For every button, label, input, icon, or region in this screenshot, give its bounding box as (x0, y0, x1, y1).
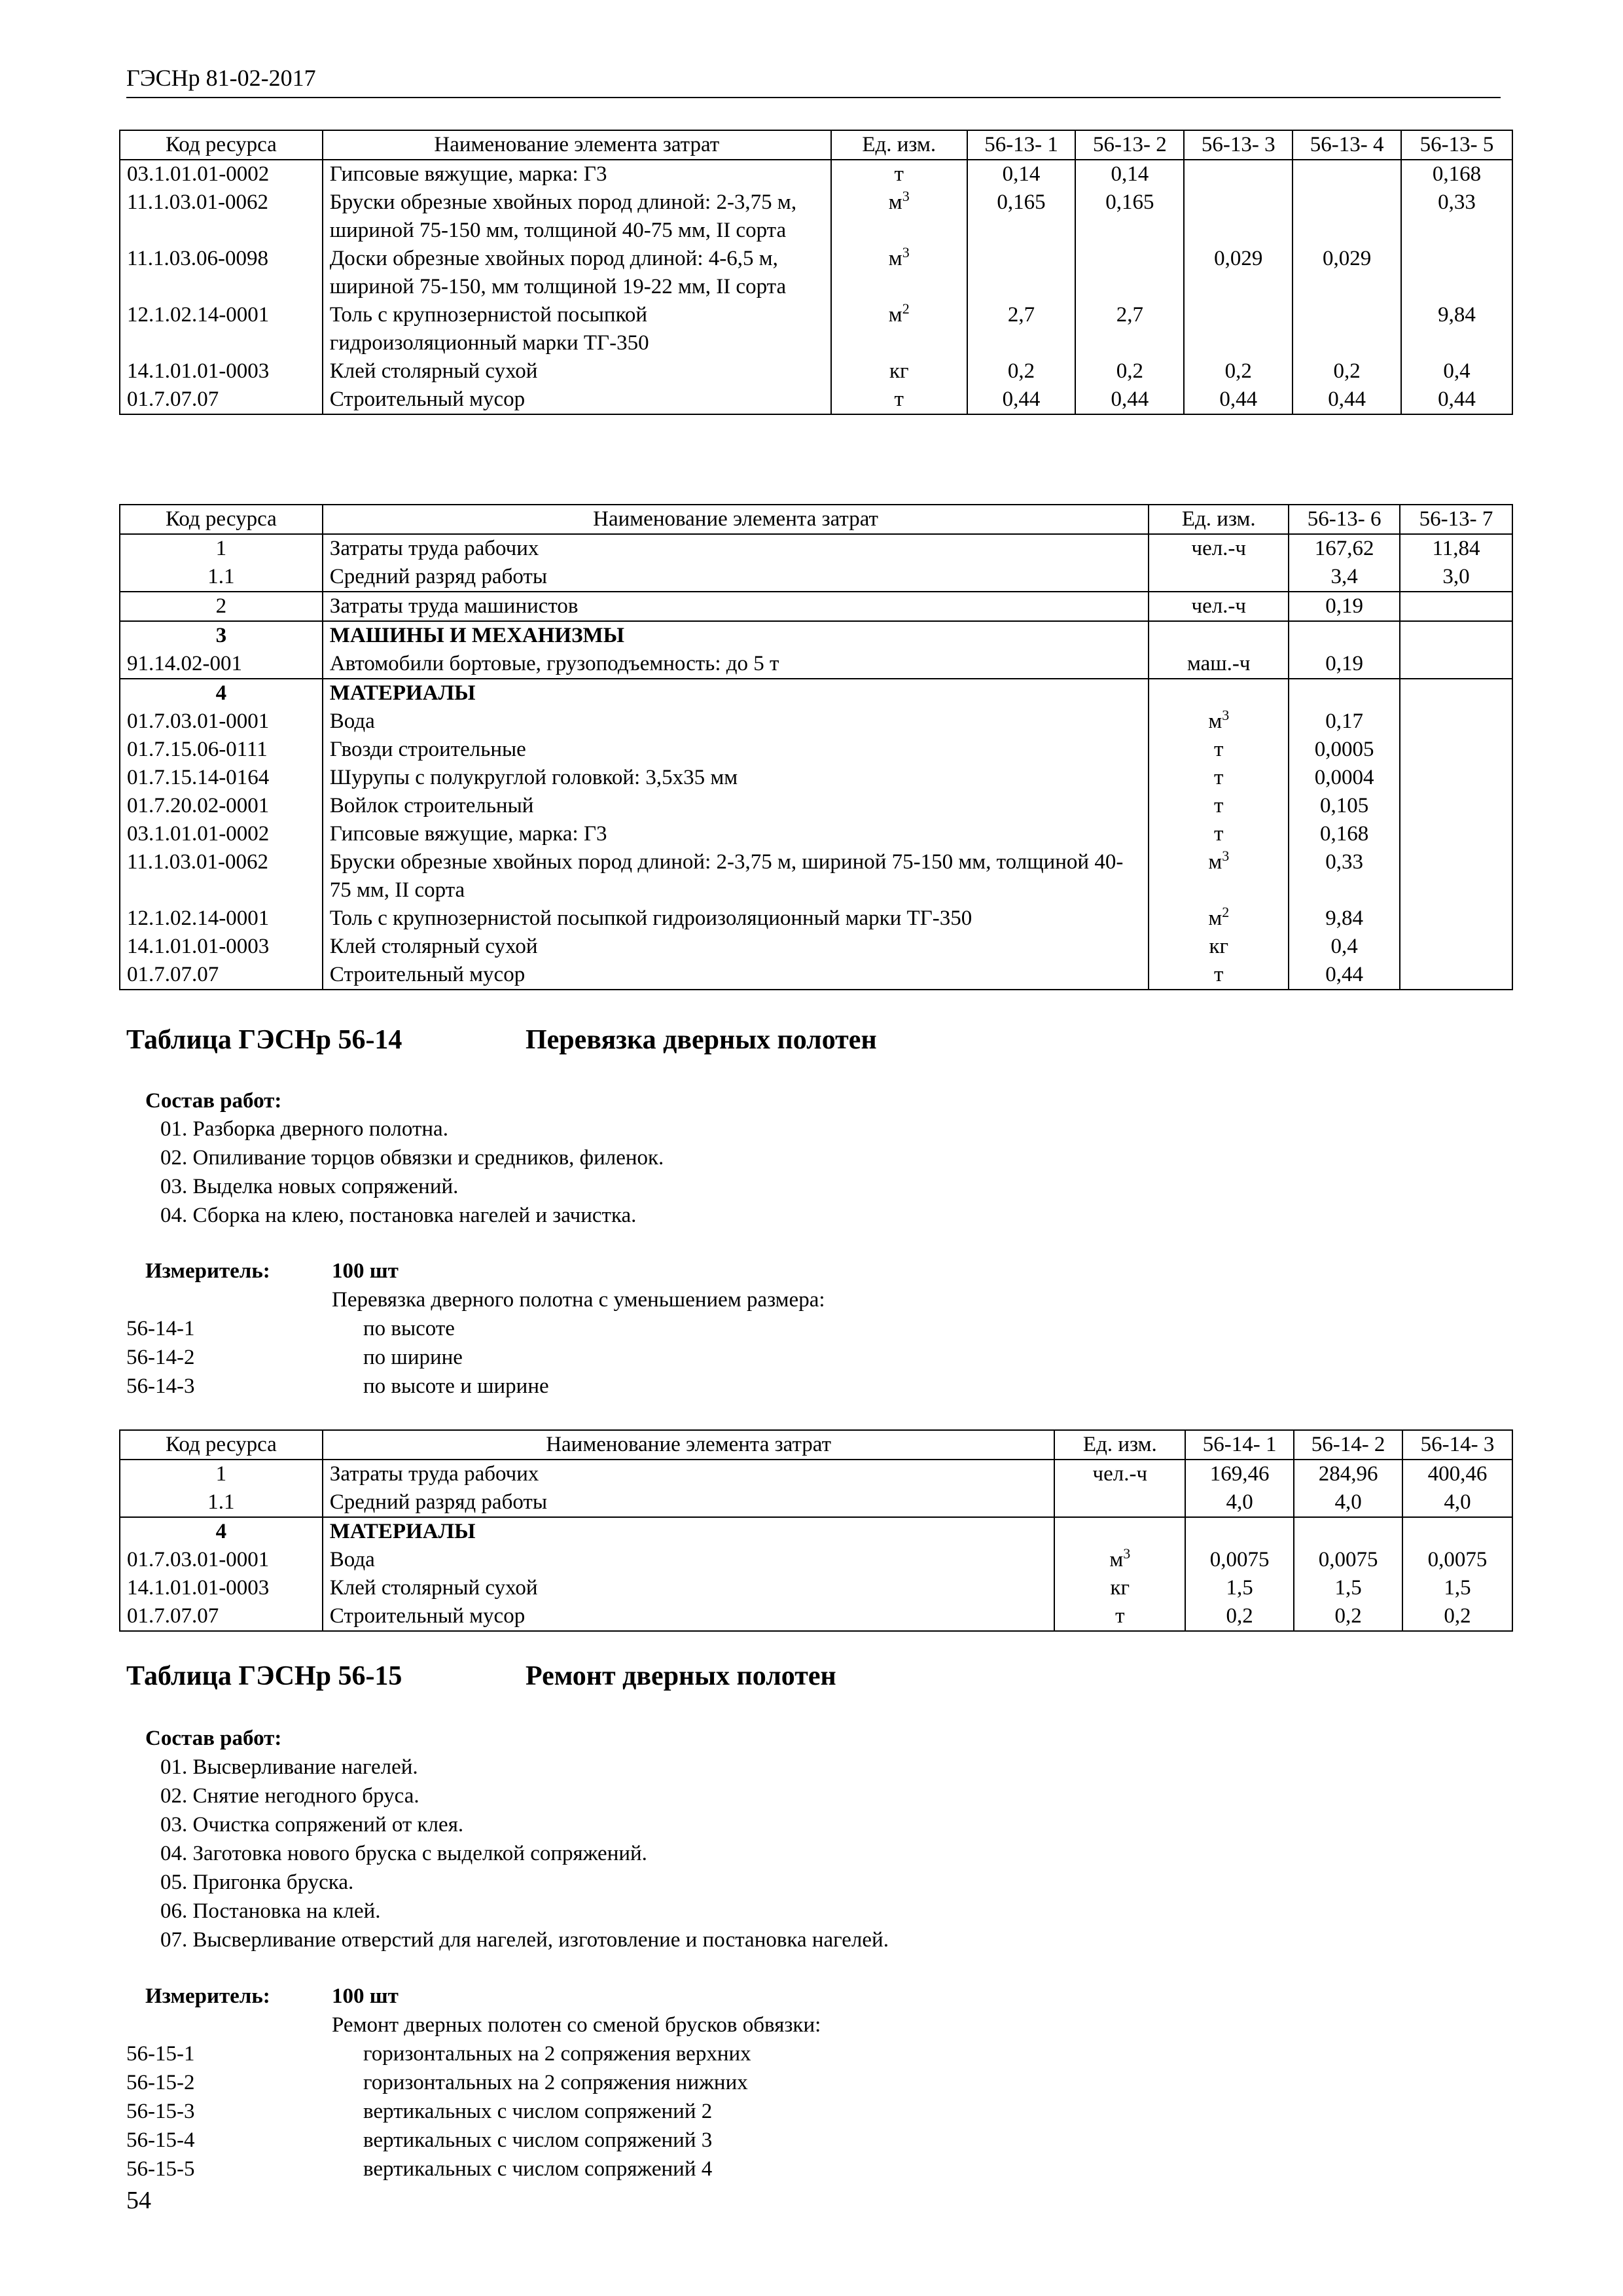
resources-table-56-13-6-7 (119, 504, 1513, 990)
value-cell: 0,14 (967, 160, 1076, 188)
value-cell: 0,19 (1289, 592, 1400, 621)
table-row (120, 563, 1512, 592)
measure-label: Измеритель: (145, 1259, 270, 1283)
value-cell: 9,84 (1289, 905, 1400, 933)
work-step: 02. Опиливание торцов обвязки и средников, филенок. (160, 1146, 664, 1170)
value-cell: 0,44 (1075, 386, 1184, 414)
table-row (120, 245, 1512, 301)
measure-label: Измеритель: (145, 1984, 270, 2008)
resource-name: Шурупы с полукруглой головкой: 3,5х35 мм (323, 764, 1149, 792)
resource-code: 1 (120, 1460, 323, 1488)
value-cell: 400,46 (1402, 1460, 1512, 1488)
value-cell: 0,44 (1184, 386, 1293, 414)
resource-name: Вода (323, 1546, 1055, 1574)
value-cell: 284,96 (1294, 1460, 1402, 1488)
column-header: Ед. изм. (1149, 505, 1289, 534)
unit: чел.-ч (1149, 592, 1289, 621)
table-label-56-14: Таблица ГЭСНр 56-14 (126, 1025, 402, 1055)
value-cell: 0,14 (1075, 160, 1184, 188)
value-cell: 169,46 (1185, 1460, 1294, 1488)
unit (1149, 563, 1289, 592)
work-step: 03. Выделка новых сопряжений. (160, 1175, 459, 1198)
value-cell (1400, 905, 1512, 933)
unit: маш.-ч (1149, 650, 1289, 679)
value-cell (1400, 792, 1512, 820)
unit (1149, 621, 1289, 650)
value-cell (1293, 160, 1401, 188)
table-row (120, 792, 1512, 820)
norm-code: 56-15-4 (126, 2128, 195, 2152)
resource-code: 1.1 (120, 1488, 323, 1517)
work-step: 06. Постановка на клей. (160, 1899, 381, 1923)
unit: $м^2$ (1149, 905, 1289, 933)
resource-code: 01.7.07.07 (120, 961, 323, 990)
value-cell: 167,62 (1289, 534, 1400, 563)
value-cell: 0,168 (1401, 160, 1512, 188)
resource-code: 01.7.03.01-0001 (120, 1546, 323, 1574)
value-cell (1402, 1517, 1512, 1546)
norm-description: вертикальных с числом сопряжений 2 (363, 2100, 713, 2123)
value-cell: 0,44 (1293, 386, 1401, 414)
value-cell: 3,4 (1289, 563, 1400, 592)
column-header: 56-14- 1 (1185, 1430, 1294, 1460)
norm-code: 56-15-3 (126, 2100, 195, 2123)
resource-name: Толь с крупнозернистой посыпкой гидроизоляционный марки ТГ-350 (323, 301, 831, 357)
value-cell: 0,4 (1289, 933, 1400, 961)
value-cell (1400, 933, 1512, 961)
value-cell (1293, 188, 1401, 245)
work-step: 04. Сборка на клею, постановка нагелей и зачистка. (160, 1204, 637, 1227)
resource-code: 11.1.03.01-0062 (120, 848, 323, 905)
value-cell: 0,44 (1289, 961, 1400, 990)
resource-name: Толь с крупнозернистой посыпкой гидроизоляционный марки ТГ-350 (323, 905, 1149, 933)
table-row (120, 848, 1512, 905)
column-header: Наименование элемента затрат (323, 505, 1149, 534)
measure-value: 100 шт (332, 1984, 399, 2008)
value-cell: 0,2 (1075, 357, 1184, 386)
resource-code: 14.1.01.01-0003 (120, 933, 323, 961)
value-cell: 0,0075 (1402, 1546, 1512, 1574)
unit: чел.-ч (1054, 1460, 1185, 1488)
norm-code: 56-14-2 (126, 1346, 195, 1369)
value-cell (1400, 848, 1512, 905)
table-row (120, 650, 1512, 679)
column-header: Код ресурса (120, 505, 323, 534)
resource-code: 11.1.03.06-0098 (120, 245, 323, 301)
unit: т (831, 386, 967, 414)
value-cell: 3,0 (1400, 563, 1512, 592)
value-cell (1075, 245, 1184, 301)
work-step: 03. Очистка сопряжений от клея. (160, 1813, 464, 1837)
resource-name: Затраты труда рабочих (323, 534, 1149, 563)
value-cell: 0,2 (1402, 1602, 1512, 1631)
norm-code: 56-15-5 (126, 2157, 195, 2181)
table-row (120, 961, 1512, 990)
value-cell: 0,17 (1289, 708, 1400, 736)
table-row (120, 1574, 1512, 1602)
value-cell: 0,2 (967, 357, 1076, 386)
header-row (120, 1430, 1512, 1460)
value-cell (1294, 1517, 1402, 1546)
work-composition-label: Состав работ: (145, 1089, 282, 1113)
unit: т (1149, 736, 1289, 764)
resource-name: Войлок строительный (323, 792, 1149, 820)
value-cell (1289, 621, 1400, 650)
value-cell: 9,84 (1401, 301, 1512, 357)
value-cell: 0,105 (1289, 792, 1400, 820)
value-cell: 0,029 (1184, 245, 1293, 301)
value-cell: 0,029 (1293, 245, 1401, 301)
measure-value: 100 шт (332, 1259, 399, 1283)
table-row (120, 160, 1512, 188)
table-row (120, 1602, 1512, 1631)
resource-name: Доски обрезные хвойных пород длиной: 4-6,5 м, шириной 75-150, мм толщиной 19-22 мм, II сорта (323, 245, 831, 301)
unit: т (1054, 1602, 1185, 1631)
resource-code: 2 (120, 592, 323, 621)
value-cell (1289, 679, 1400, 708)
column-header: 56-13- 2 (1075, 130, 1184, 160)
section-title-56-14: Перевязка дверных полотен (526, 1025, 877, 1055)
value-cell: 0,0005 (1289, 736, 1400, 764)
resource-name: Затраты труда рабочих (323, 1460, 1055, 1488)
unit: кг (831, 357, 967, 386)
unit: т (1149, 961, 1289, 990)
unit: $м^3$ (1149, 708, 1289, 736)
value-cell: 11,84 (1400, 534, 1512, 563)
resource-code: 14.1.01.01-0003 (120, 357, 323, 386)
resource-code: 4 (120, 679, 323, 708)
column-header: 56-13- 1 (967, 130, 1076, 160)
table-row (120, 621, 1512, 650)
value-cell (1400, 592, 1512, 621)
unit: $м^3$ (1149, 848, 1289, 905)
column-header: 56-13- 5 (1401, 130, 1512, 160)
resource-code: 01.7.07.07 (120, 1602, 323, 1631)
value-cell: 0,33 (1401, 188, 1512, 245)
header-row (120, 130, 1512, 160)
unit: $м^2$ (831, 301, 967, 357)
resource-code: 91.14.02-001 (120, 650, 323, 679)
resource-code: 4 (120, 1517, 323, 1546)
value-cell (1400, 679, 1512, 708)
resource-name: Затраты труда машинистов (323, 592, 1149, 621)
value-cell: 0,2 (1185, 1602, 1294, 1631)
table-row (120, 301, 1512, 357)
resources-table-56-14 (119, 1429, 1513, 1632)
resource-name: Вода (323, 708, 1149, 736)
resource-code: 01.7.07.07 (120, 386, 323, 414)
work-step: 04. Заготовка нового бруска с выделкой сопряжений. (160, 1842, 647, 1865)
resource-name: Строительный мусор (323, 961, 1149, 990)
page-number: 54 (126, 2187, 151, 2214)
measure-description: Ремонт дверных полотен со сменой брусков обвязки: (332, 2013, 821, 2037)
resource-name: Средний разряд работы (323, 563, 1149, 592)
resource-code: 01.7.15.06-0111 (120, 736, 323, 764)
work-composition-label: Состав работ: (145, 1727, 282, 1750)
value-cell (1293, 301, 1401, 357)
column-header: Код ресурса (120, 130, 323, 160)
column-header: 56-13- 4 (1293, 130, 1401, 160)
norm-code: 56-15-2 (126, 2071, 195, 2094)
resource-name: Автомобили бортовые, грузоподъемность: до 5 т (323, 650, 1149, 679)
resource-name: Клей столярный сухой (323, 1574, 1055, 1602)
table-row (120, 905, 1512, 933)
norm-description: горизонтальных на 2 сопряжения нижних (363, 2071, 748, 2094)
value-cell (1400, 650, 1512, 679)
table-row (120, 764, 1512, 792)
value-cell (1401, 245, 1512, 301)
header-rule (126, 97, 1501, 98)
unit: чел.-ч (1149, 534, 1289, 563)
value-cell (1184, 301, 1293, 357)
table-row (120, 1488, 1512, 1517)
section-title-56-15: Ремонт дверных полотен (526, 1661, 836, 1691)
unit (1054, 1517, 1185, 1546)
resource-code: 12.1.02.14-0001 (120, 905, 323, 933)
table-label-56-15: Таблица ГЭСНр 56-15 (126, 1661, 402, 1691)
value-cell (1400, 961, 1512, 990)
value-cell (1400, 820, 1512, 848)
unit: кг (1149, 933, 1289, 961)
resource-code: 01.7.20.02-0001 (120, 792, 323, 820)
table-row (120, 1546, 1512, 1574)
column-header: Ед. изм. (1054, 1430, 1185, 1460)
resource-code: 14.1.01.01-0003 (120, 1574, 323, 1602)
resource-name: Гипсовые вяжущие, марка: Г3 (323, 160, 831, 188)
unit: $м^3$ (831, 188, 967, 245)
value-cell: 0,2 (1184, 357, 1293, 386)
measure-description: Перевязка дверного полотна с уменьшением размера: (332, 1288, 825, 1312)
value-cell: 0,165 (967, 188, 1076, 245)
work-step: 07. Высверливание отверстий для нагелей, изготовление и постановка нагелей. (160, 1928, 889, 1952)
unit: $м^3$ (831, 245, 967, 301)
value-cell: 1,5 (1294, 1574, 1402, 1602)
value-cell: 0,33 (1289, 848, 1400, 905)
column-header: Наименование элемента затрат (323, 130, 831, 160)
value-cell (1400, 708, 1512, 736)
resources-table-56-13-1-5 (119, 130, 1513, 415)
norm-description: по ширине (363, 1346, 463, 1369)
resource-code: 11.1.03.01-0062 (120, 188, 323, 245)
value-cell: 1,5 (1185, 1574, 1294, 1602)
work-step: 01. Высверливание нагелей. (160, 1755, 418, 1779)
resource-code: 12.1.02.14-0001 (120, 301, 323, 357)
value-cell: 0,19 (1289, 650, 1400, 679)
value-cell (1184, 160, 1293, 188)
column-header: Ед. изм. (831, 130, 967, 160)
table-row (120, 357, 1512, 386)
resource-code: 03.1.01.01-0002 (120, 160, 323, 188)
resource-code: 1.1 (120, 563, 323, 592)
column-header: Код ресурса (120, 1430, 323, 1460)
unit (1054, 1488, 1185, 1517)
value-cell: 0,2 (1293, 357, 1401, 386)
value-cell: 4,0 (1185, 1488, 1294, 1517)
resource-code: 01.7.03.01-0001 (120, 708, 323, 736)
column-header: Наименование элемента затрат (323, 1430, 1055, 1460)
resource-code: 01.7.15.14-0164 (120, 764, 323, 792)
resource-name: Гвозди строительные (323, 736, 1149, 764)
value-cell (1400, 736, 1512, 764)
norm-code: 56-15-1 (126, 2042, 195, 2066)
value-cell: 0,0004 (1289, 764, 1400, 792)
work-step: 01. Разборка дверного полотна. (160, 1117, 448, 1141)
resource-name: Клей столярный сухой (323, 357, 831, 386)
value-cell (1184, 188, 1293, 245)
norm-description: вертикальных с числом сопряжений 3 (363, 2128, 713, 2152)
table-row (120, 188, 1512, 245)
resource-name: Бруски обрезные хвойных пород длиной: 2-3,75 м, шириной 75-150 мм, толщиной 40-75 мм, II сорта (323, 188, 831, 245)
value-cell: 0,168 (1289, 820, 1400, 848)
resource-name: МАТЕРИАЛЫ (323, 679, 1149, 708)
value-cell (1400, 621, 1512, 650)
resource-code: 3 (120, 621, 323, 650)
unit: т (1149, 792, 1289, 820)
value-cell (967, 245, 1076, 301)
value-cell: 0,44 (967, 386, 1076, 414)
value-cell: 0,0075 (1294, 1546, 1402, 1574)
value-cell: 0,165 (1075, 188, 1184, 245)
resource-name: МАТЕРИАЛЫ (323, 1517, 1055, 1546)
column-header: 56-13- 7 (1400, 505, 1512, 534)
column-header: 56-14- 2 (1294, 1430, 1402, 1460)
table-row (120, 708, 1512, 736)
value-cell: 0,44 (1401, 386, 1512, 414)
resource-name: Строительный мусор (323, 386, 831, 414)
table-row (120, 534, 1512, 563)
norm-description: по высоте и ширине (363, 1374, 549, 1398)
value-cell: 0,4 (1401, 357, 1512, 386)
resource-name: Строительный мусор (323, 1602, 1055, 1631)
value-cell: 2,7 (1075, 301, 1184, 357)
document-code: ГЭСНр 81-02-2017 (126, 65, 316, 91)
work-step: 02. Снятие негодного бруса. (160, 1784, 419, 1808)
resource-name: МАШИНЫ И МЕХАНИЗМЫ (323, 621, 1149, 650)
column-header: 56-13- 3 (1184, 130, 1293, 160)
table-row (120, 736, 1512, 764)
unit: т (1149, 764, 1289, 792)
norm-code: 56-14-3 (126, 1374, 195, 1398)
unit (1149, 679, 1289, 708)
value-cell: 0,0075 (1185, 1546, 1294, 1574)
value-cell: 0,2 (1294, 1602, 1402, 1631)
column-header: 56-13- 6 (1289, 505, 1400, 534)
resource-name: Средний разряд работы (323, 1488, 1055, 1517)
resource-name: Бруски обрезные хвойных пород длиной: 2-3,75 м, шириной 75-150 мм, толщиной 40-75 мм, II сорта (323, 848, 1149, 905)
table-row (120, 386, 1512, 414)
header-row (120, 505, 1512, 534)
value-cell: 4,0 (1402, 1488, 1512, 1517)
resource-code: 1 (120, 534, 323, 563)
value-cell (1400, 764, 1512, 792)
table-row (120, 679, 1512, 708)
norm-description: горизонтальных на 2 сопряжения верхних (363, 2042, 751, 2066)
table-row (120, 1517, 1512, 1546)
norm-description: по высоте (363, 1317, 455, 1340)
column-header: 56-14- 3 (1402, 1430, 1512, 1460)
resource-code: 03.1.01.01-0002 (120, 820, 323, 848)
work-step: 05. Пригонка бруска. (160, 1871, 354, 1894)
norm-description: вертикальных с числом сопряжений 4 (363, 2157, 713, 2181)
resource-name: Гипсовые вяжущие, марка: Г3 (323, 820, 1149, 848)
unit: кг (1054, 1574, 1185, 1602)
table-row (120, 1460, 1512, 1488)
value-cell (1185, 1517, 1294, 1546)
value-cell: 4,0 (1294, 1488, 1402, 1517)
unit: т (1149, 820, 1289, 848)
value-cell: 2,7 (967, 301, 1076, 357)
unit: $м^3$ (1054, 1546, 1185, 1574)
norm-code: 56-14-1 (126, 1317, 195, 1340)
table-row (120, 592, 1512, 621)
resource-name: Клей столярный сухой (323, 933, 1149, 961)
table-row (120, 933, 1512, 961)
table-row (120, 820, 1512, 848)
value-cell: 1,5 (1402, 1574, 1512, 1602)
unit: т (831, 160, 967, 188)
